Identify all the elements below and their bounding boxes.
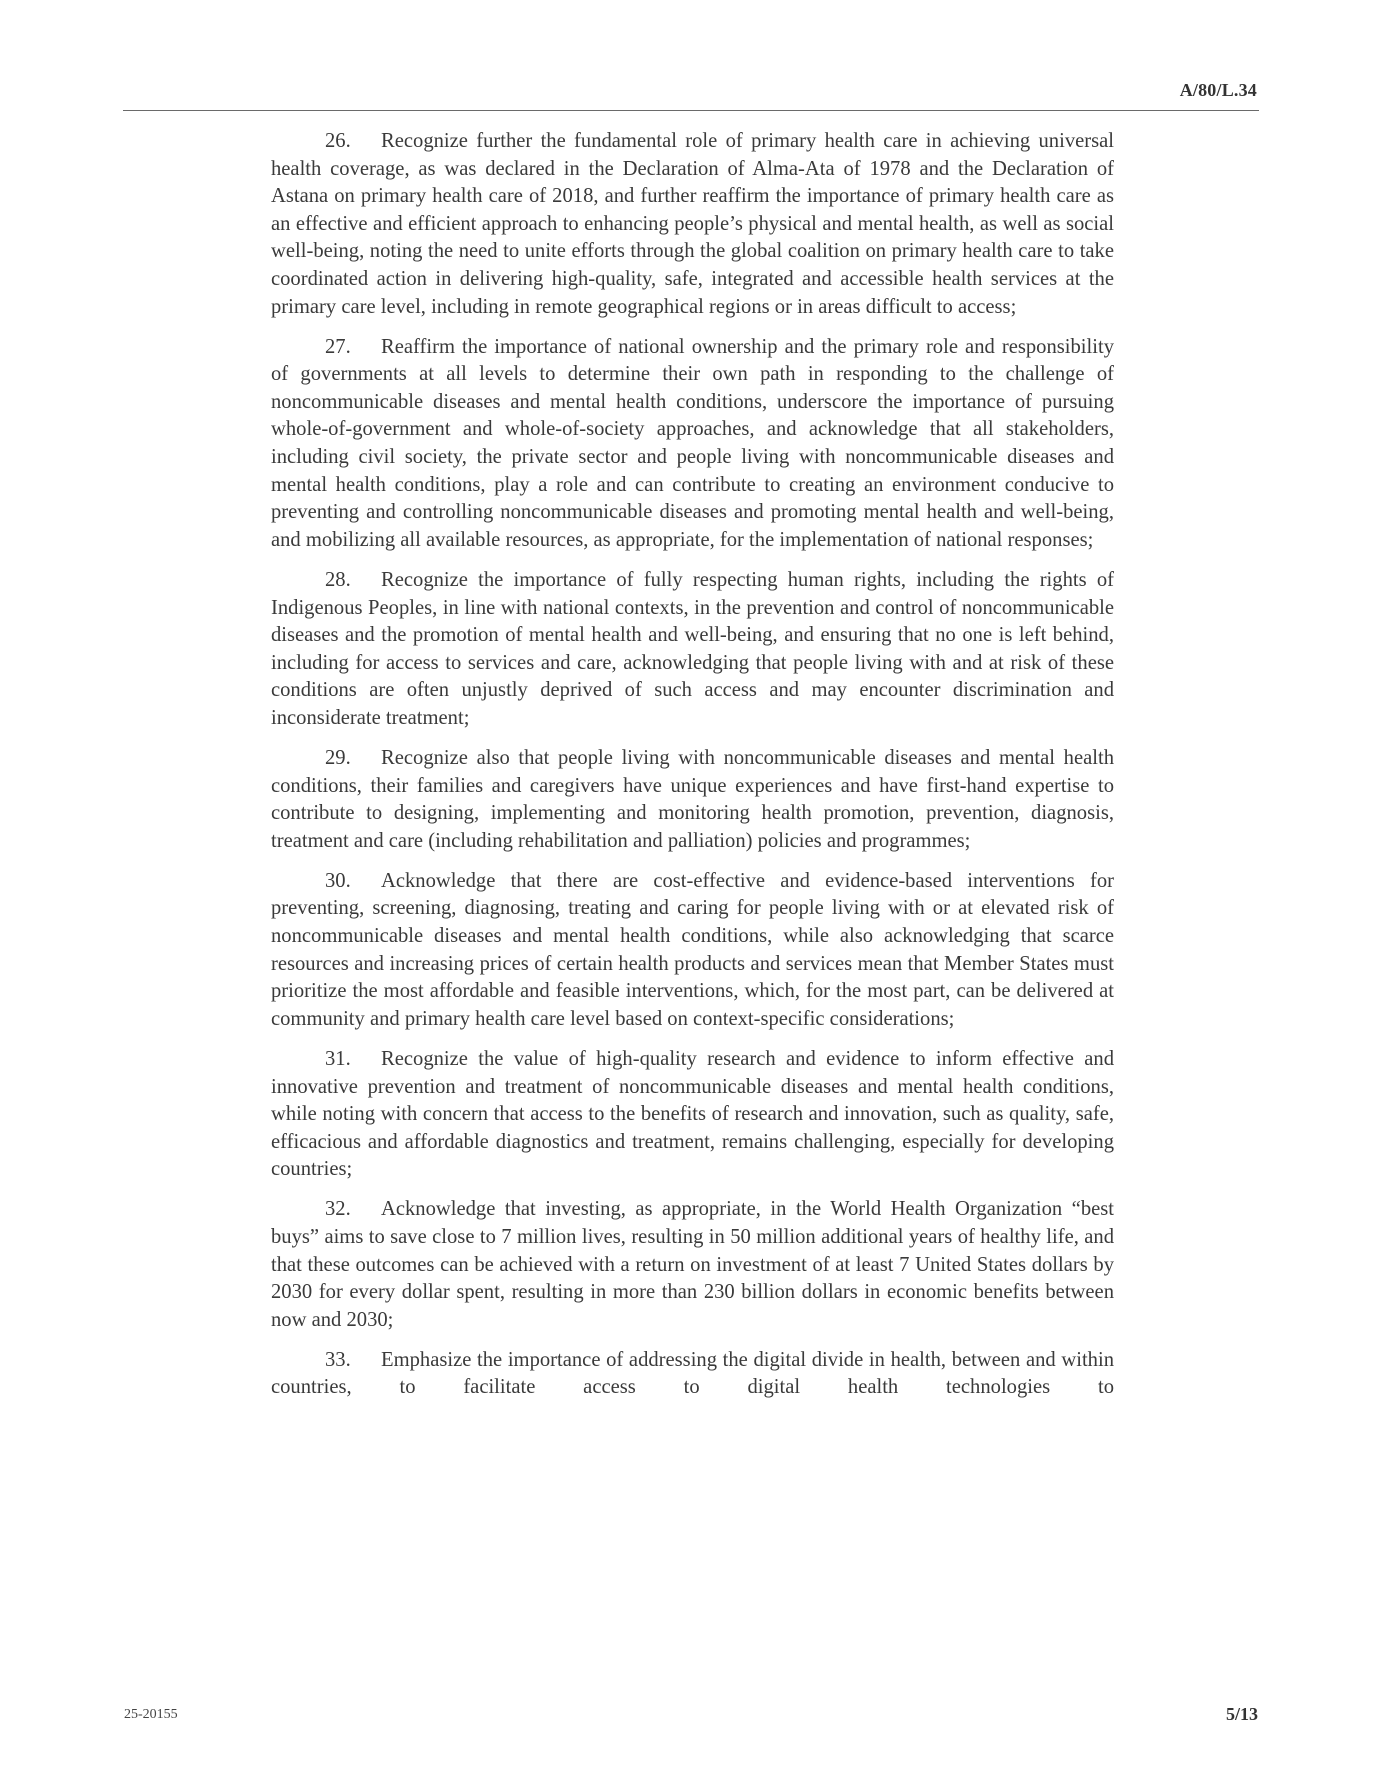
paragraph-27: [271, 334, 1114, 555]
paragraph-29: [271, 745, 1114, 855]
paragraph-text: Recognize further the fundamental role of primary health care in achieving universal health coverage, as was declared in the Declaration of Alma-Ata of 1978 and the Declaration of Astana on primary health care of 2018, and further reaffirm the importance of primary health care as an effective and efficient approach to enhancing people’s physical and mental health, as well as social well-being, noting the need to unite efforts through the global coalition on primary health care to take coordinated action in delivering high-quality, safe, integrated and accessible health services at the primary care level, including in remote geographical regions or in areas difficult to access;: [271, 130, 1114, 318]
paragraph-33: [271, 1347, 1114, 1402]
document-symbol: A/80/L.34: [1179, 80, 1257, 100]
paragraph-text: Emphasize the importance of addressing the digital divide in health, between and within countries, to facilitate access to digital health technologies to: [271, 1348, 1114, 1399]
paragraph-number: 28.: [325, 568, 351, 591]
paragraph-31: [271, 1046, 1114, 1184]
paragraph-number: 27.: [325, 335, 351, 358]
paragraph-26: [271, 128, 1114, 321]
job-number: 25-20155: [124, 1707, 178, 1722]
page-number: 5/13: [1225, 1704, 1258, 1724]
paragraph-number: 31.: [325, 1047, 351, 1070]
paragraph-30: [271, 868, 1114, 1034]
paragraph-text: Recognize the value of high-quality research and evidence to inform effective and innovative prevention and treatment of noncommunicable diseases and mental health conditions, while noting with concern that access to the benefits of research and innovation, such as quality, safe, efficacious and affordable diagnostics and treatment, remains challenging, especially for developing countries;: [271, 1047, 1114, 1181]
paragraph-28: [271, 567, 1114, 733]
paragraph-text: Acknowledge that investing, as appropriate, in the World Health Organization “best buys” aims to save close to 7 million lives, resulting in 50 million additional years of healthy life, and that these outcomes can be achieved with a return on investment of at least 7 United States dollars by 2030 for every dollar spent, resulting in more than 230 billion dollars in economic benefits between now and 2030;: [271, 1198, 1114, 1331]
page-header: [123, 80, 1259, 111]
document-body: [271, 128, 1114, 1415]
paragraph-number: 32.: [325, 1198, 351, 1221]
paragraph-text: Recognize also that people living with noncommunicable diseases and mental health conditions, their families and caregivers have unique experiences and have first-hand expertise to contribute to designing, implementing and monitoring health promotion, prevention, diagnosis, treatment and care (including rehabilitation and palliation) policies and programmes;: [271, 746, 1114, 852]
paragraph-text: Reaffirm the importance of national ownership and the primary role and responsibility of governments at all levels to determine their own path in responding to the challenge of noncommunicable diseases and mental health conditions, underscore the importance of pursuing whole-of-government and whole-of-society approaches, and acknowledge that all stakeholders, including civil society, the private sector and people living with noncommunicable diseases and mental health conditions, play a role and can contribute to creating an environment conducive to preventing and controlling noncommunicable diseases and promoting mental health and well-being, and mobilizing all available resources, as appropriate, for the implementation of national responses;: [271, 335, 1114, 551]
paragraph-text: Recognize the importance of fully respecting human rights, including the rights of Indigenous Peoples, in line with national contexts, in the prevention and control of noncommunicable diseases and the promotion of mental health and well-being, and ensuring that no one is left behind, including for access to services and care, acknowledging that people living with and at risk of these conditions are often unjustly deprived of such access and may encounter discrimination and inconsiderate treatment;: [271, 568, 1114, 729]
paragraph-number: 30.: [325, 869, 351, 892]
paragraph-number: 26.: [325, 130, 351, 152]
paragraph-text: Acknowledge that there are cost-effective and evidence-based interventions for preventing, screening, diagnosing, treating and caring for people living with or at elevated risk of noncommunicable diseases and mental health conditions, while also acknowledging that scarce resources and increasing prices of certain health products and services mean that Member States must prioritize the most affordable and feasible interventions, which, for the most part, can be delivered at community and primary health care level based on context-specific considerations;: [271, 869, 1114, 1030]
paragraph-number: 33.: [325, 1348, 351, 1371]
paragraph-32: [271, 1196, 1114, 1334]
paragraph-number: 29.: [325, 746, 351, 769]
